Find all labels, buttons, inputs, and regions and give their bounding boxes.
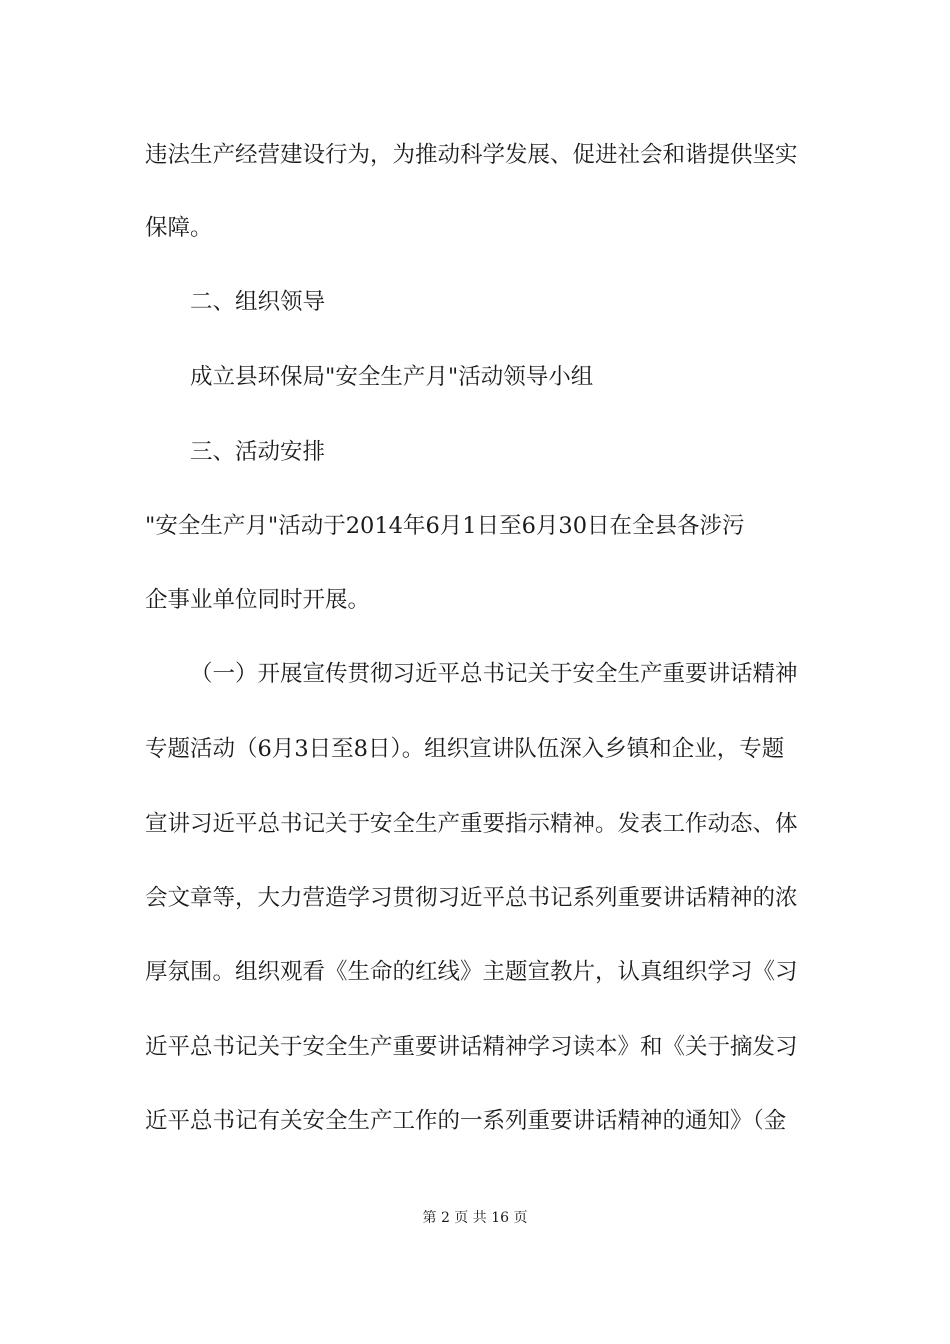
section-heading: 三、活动安排 (190, 439, 326, 465)
section-heading: 二、组织领导 (190, 289, 326, 315)
body-text-line: 会文章等，大力营造学习贯彻习近平总书记系列重要讲话精神的浓 (145, 885, 798, 911)
body-text-line: 专题活动（6月3日至8日）。组织宣讲队伍深入乡镇和企业，专题 (145, 736, 785, 762)
body-text-line: 保障。 (145, 215, 213, 241)
body-text-line: 宣讲习近平总书记关于安全生产重要指示精神。发表工作动态、体 (145, 811, 798, 837)
body-text-line: 厚氛围。组织观看《生命的红线》主题宣教片，认真组织学习《习 (145, 959, 798, 985)
body-text-line: 企事业单位同时开展。 (145, 587, 371, 613)
subsection-line: （一）开展宣传贯彻习近平总书记关于安全生产重要讲话精神 (190, 661, 798, 687)
body-text-line: 近平总书记关于安全生产重要讲话精神学习读本》和《关于摘发习 (145, 1034, 798, 1060)
body-text-line: "安全生产月"活动于2014年6月1日至6月30日在全县各涉污 (145, 513, 745, 539)
body-text-line: 近平总书记有关安全生产工作的一系列重要讲话精神的通知》（金 (145, 1108, 787, 1134)
body-text-line: 成立县环保局"安全生产月"活动领导小组 (190, 364, 594, 390)
page-number-footer: 第 2 页 共 16 页 (422, 1210, 528, 1226)
body-text-line: 违法生产经营建设行为，为推动科学发展、促进社会和谐提供坚实 (145, 142, 798, 168)
